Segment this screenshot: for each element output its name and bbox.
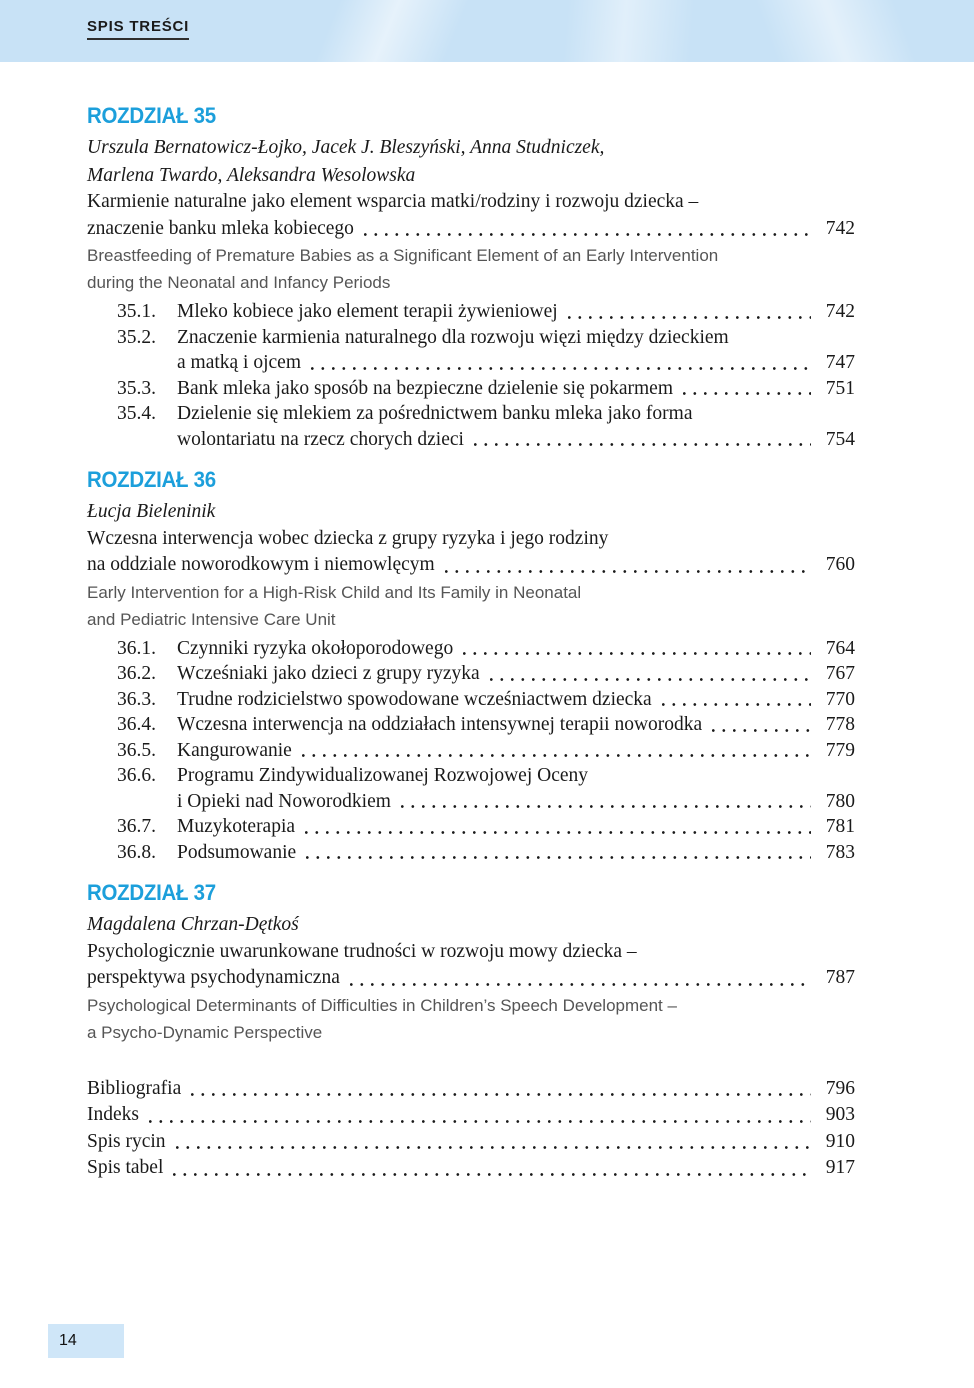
page-ref: 796 [825, 1077, 855, 1099]
page-ref: 770 [825, 688, 855, 710]
page-ref: 754 [825, 428, 855, 450]
page-header-title: SPIS TREŚCI [87, 18, 189, 40]
section-entry-row [117, 401, 855, 427]
section-number: 35.1. [117, 301, 156, 322]
dotted-leader [302, 738, 811, 764]
toc-section-entry [87, 401, 855, 452]
chapter-author-line: Marlena Twardo, Aleksandra Wesolowska [87, 164, 416, 186]
page-ref: 779 [825, 739, 855, 761]
page-ref: 903 [825, 1104, 855, 1125]
toc-section-entry [87, 763, 855, 814]
backmatter-entry [87, 1129, 855, 1156]
page-ref: 742 [825, 301, 855, 322]
chapter-title-line: na oddziale noworodkowym i niemowlęcym [87, 554, 435, 575]
chapter-title-entry-row [87, 216, 855, 243]
section-title-line: Muzykoterapia [177, 816, 296, 837]
section-entry-row [117, 687, 855, 713]
dotted-leader [149, 1102, 811, 1129]
section-title-line: Dzielenie się mlekiem za pośrednictwem banku mleka jako forma [177, 403, 693, 424]
section-number: 36.1. [117, 637, 156, 659]
section-number: 36.2. [117, 663, 156, 684]
backmatter-label: Indeks [87, 1104, 139, 1125]
page-number: 14 [59, 1332, 77, 1349]
page-ref: 780 [825, 790, 855, 812]
page-ref: 910 [825, 1130, 855, 1152]
chapter-block [87, 468, 855, 865]
section-list [87, 299, 855, 452]
section-number: 36.4. [117, 714, 156, 735]
page-ref: 751 [825, 377, 855, 399]
chapter-subtitle-en-line: Psychological Determinants of Difficulties in Children’s Speech Development – [87, 995, 677, 1015]
section-entry-row [117, 661, 855, 687]
section-title-line: Czynniki ryzyka okołoporodowego [177, 637, 454, 659]
dotted-leader [662, 687, 811, 713]
section-number: 36.7. [117, 816, 156, 837]
chapter-author-line: Urszula Bernatowicz-Łojko, Jacek J. Bleszyński, Anna Studniczek, [87, 137, 605, 158]
dotted-leader [401, 789, 811, 815]
toc-section-entry [87, 661, 855, 687]
section-entry-continuation-row [177, 789, 855, 815]
section-number: 36.6. [117, 765, 156, 786]
toc-section-entry [87, 814, 855, 840]
section-number: 36.5. [117, 739, 156, 761]
toc-section-entry [87, 840, 855, 866]
table-of-contents [0, 62, 974, 1182]
chapter-heading: ROZDZIAŁ 35 [87, 103, 216, 128]
section-entry-continuation-row [177, 350, 855, 376]
section-entry-row [117, 376, 855, 402]
toc-section-entry [87, 299, 855, 325]
chapter-subtitle-en-line: a Psycho-Dynamic Perspective [87, 1022, 323, 1042]
chapter-title-line: perspektywa psychodynamiczna [87, 967, 340, 988]
dotted-leader [311, 350, 811, 376]
section-title-line: Mleko kobiece jako element terapii żywieniowej [177, 301, 558, 322]
section-number: 35.4. [117, 403, 156, 424]
toc-section-entry [87, 325, 855, 376]
chapter-block [87, 104, 855, 452]
dotted-leader [305, 814, 811, 840]
page-ref: 742 [825, 217, 855, 239]
page-ref: 760 [825, 554, 855, 575]
chapter-heading: ROZDZIAŁ 37 [87, 880, 216, 905]
chapter-title-line: Karmienie naturalne jako element wsparcia matki/rodziny i rozwoju dziecka – [87, 191, 699, 212]
page-ref: 781 [825, 816, 855, 837]
chapter-subtitle-en-line: Breastfeeding of Premature Babies as a Significant Element of an Early Intervention [87, 246, 719, 265]
page-ref: 747 [825, 352, 855, 373]
section-entry-row [117, 299, 855, 325]
dotted-leader [445, 552, 811, 579]
page-ref: 767 [825, 663, 855, 684]
section-entry-row [117, 738, 855, 764]
section-title-line: Bank mleka jako sposób na bezpieczne dzielenie się pokarmem [177, 377, 673, 399]
backmatter-label: Spis rycin [87, 1130, 166, 1152]
section-title-line: Programu Zindywidualizowanej Rozwojowej Oceny [177, 765, 589, 786]
section-entry-row [117, 763, 855, 789]
toc-section-entry [87, 636, 855, 662]
section-entry-row [117, 325, 855, 351]
section-title-line: Podsumowanie [177, 841, 297, 863]
page-ref: 778 [825, 714, 855, 735]
dotted-leader [173, 1155, 811, 1182]
toc-section-entry [87, 687, 855, 713]
chapter-title-line: znaczenie banku mleka kobiecego [87, 217, 354, 239]
section-entry-row [117, 636, 855, 662]
section-title-line: Wczesna interwencja na oddziałach intensywnej terapii noworodka [177, 714, 703, 735]
chapter-list [87, 104, 855, 1046]
page-header-band [0, 0, 974, 62]
section-entry-row [117, 712, 855, 738]
chapter-heading: ROZDZIAŁ 36 [87, 467, 216, 492]
chapter-title-entry-row [87, 552, 855, 579]
section-number: 36.3. [117, 688, 156, 710]
chapter-title-line: Psychologicznie uwarunkowane trudności w rozwoju mowy dziecka – [87, 940, 637, 962]
backmatter-entry [87, 1076, 855, 1103]
section-number: 35.3. [117, 377, 156, 399]
dotted-leader [683, 376, 811, 402]
section-title-line: Kangurowanie [177, 739, 292, 761]
dotted-leader [350, 965, 811, 992]
chapter-block [87, 881, 855, 1046]
backmatter-label: Spis tabel [87, 1157, 164, 1178]
chapter-author-line: Magdalena Chrzan-Dętkoś [87, 914, 299, 935]
chapter-author-line: Łucja Bieleninik [87, 501, 216, 522]
section-entry-continuation-row [177, 427, 855, 453]
toc-section-entry [87, 712, 855, 738]
chapter-subtitle-en-line: Early Intervention for a High-Risk Child and Its Family in Neonatal [87, 582, 582, 602]
dotted-leader [490, 661, 811, 687]
dotted-leader [474, 427, 811, 453]
section-number: 36.8. [117, 841, 156, 863]
chapter-subtitle-en-line: during the Neonatal and Infancy Periods [87, 273, 391, 292]
toc-section-entry [87, 376, 855, 402]
dotted-leader [463, 636, 811, 662]
section-number: 35.2. [117, 326, 156, 348]
section-title-line: Wcześniaki jako dzieci z grupy ryzyka [177, 663, 480, 684]
page-number-box [48, 1324, 124, 1358]
page-ref: 764 [825, 637, 855, 659]
backmatter-list [87, 1076, 855, 1182]
section-title-line: i Opieki nad Noworodkiem [177, 790, 391, 812]
chapter-title-entry-row [87, 965, 855, 992]
dotted-leader [191, 1076, 811, 1103]
section-entry-row [117, 814, 855, 840]
backmatter-label: Bibliografia [87, 1077, 182, 1099]
section-title-line: wolontariatu na rzecz chorych dzieci [177, 428, 464, 450]
toc-section-entry [87, 738, 855, 764]
dotted-leader [364, 216, 811, 243]
section-title-line: Trudne rodzicielstwo spowodowane wcześniactwem dziecka [177, 688, 652, 710]
dotted-leader [176, 1129, 811, 1156]
dotted-leader [306, 840, 811, 866]
dotted-leader [568, 299, 811, 325]
page-ref: 787 [825, 967, 855, 988]
section-title-line: a matką i ojcem [177, 352, 301, 373]
backmatter-entry [87, 1155, 855, 1182]
page-ref: 783 [825, 841, 855, 863]
section-list [87, 636, 855, 866]
chapter-title-line: Wczesna interwencja wobec dziecka z grupy ryzyka i jego rodziny [87, 527, 609, 549]
section-entry-row [117, 840, 855, 866]
backmatter-entry [87, 1102, 855, 1129]
chapter-subtitle-en-line: and Pediatric Intensive Care Unit [87, 609, 336, 629]
section-title-line: Znaczenie karmienia naturalnego dla rozwoju więzi między dzieckiem [177, 326, 729, 348]
dotted-leader [712, 712, 811, 738]
page-ref: 917 [825, 1157, 855, 1178]
